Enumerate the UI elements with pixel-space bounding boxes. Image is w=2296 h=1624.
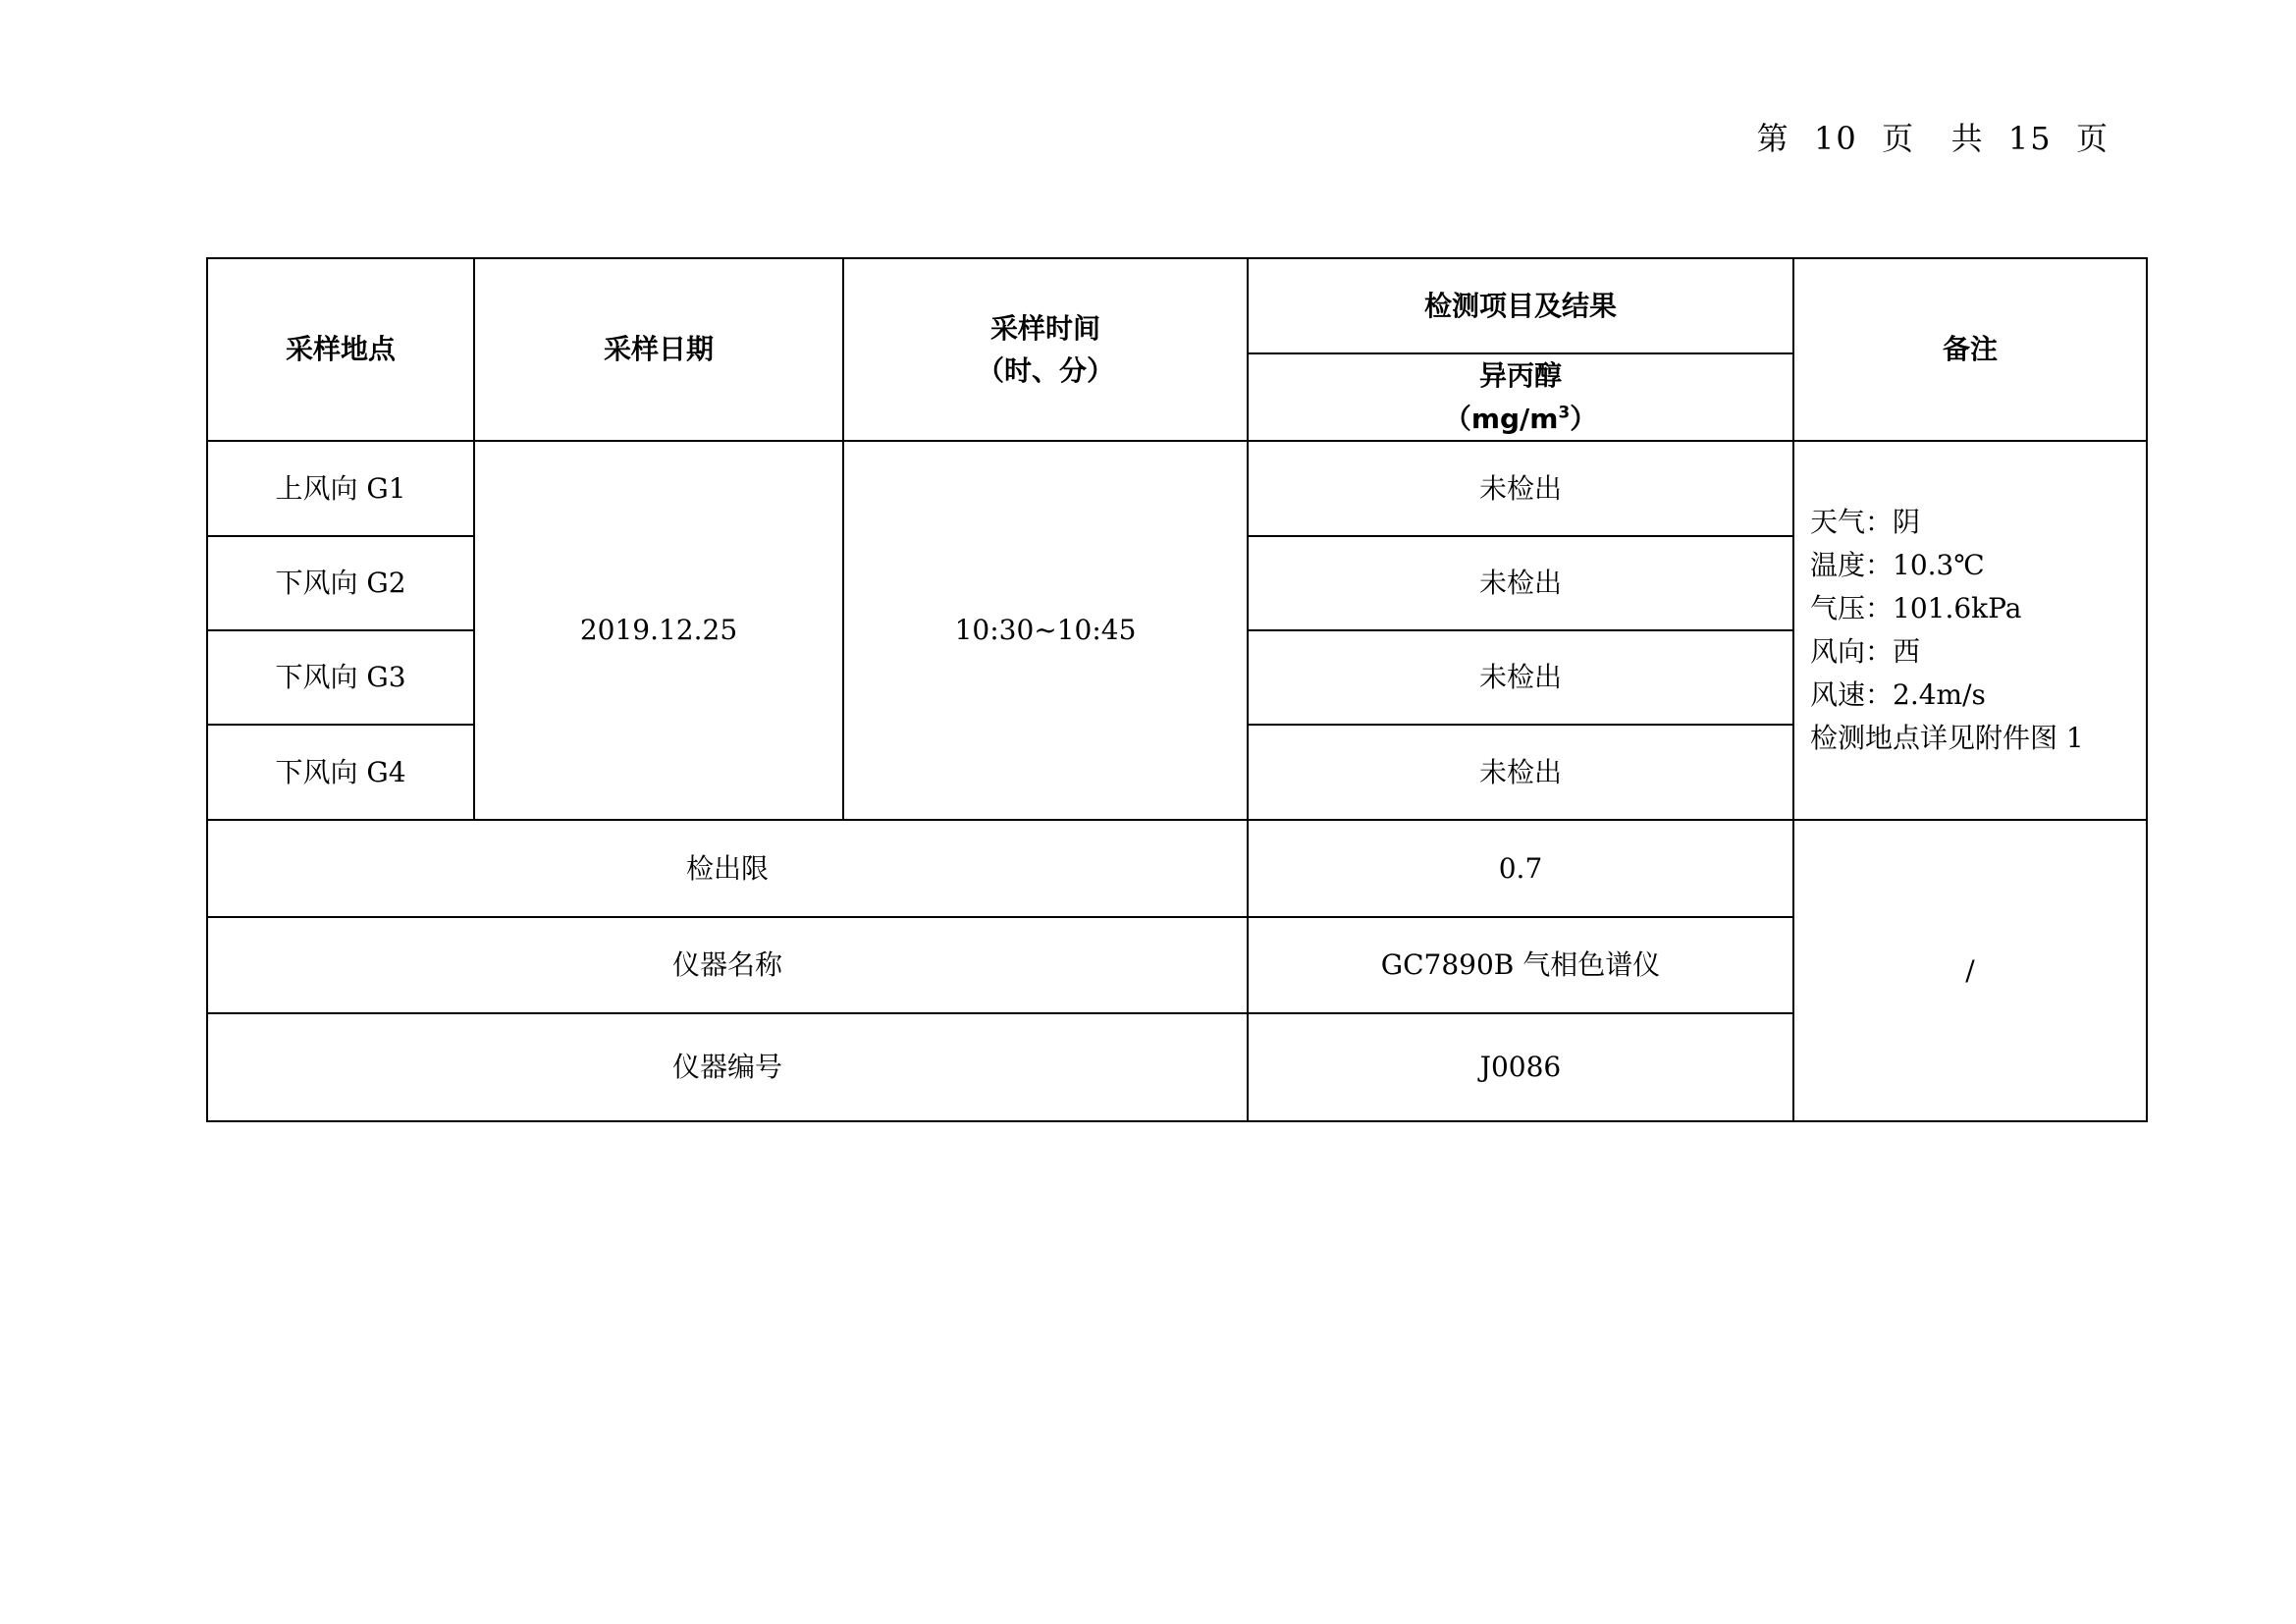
remarks-cell	[1793, 441, 2147, 820]
sampling-date-cell: 2019.12.25	[474, 441, 843, 820]
header-items: 检测项目及结果	[1248, 258, 1793, 353]
remark-wind-speed: 风速：2.4m/s	[1810, 677, 1986, 711]
instrument-name-label: 仪器名称	[207, 917, 1248, 1013]
header-item-isopropanol	[1248, 353, 1793, 441]
header-time-unit: （时、分）	[976, 354, 1114, 387]
location-cell: 下风向 G2	[207, 536, 474, 630]
location-cell: 下风向 G3	[207, 630, 474, 725]
footer-remarks-cell: /	[1793, 820, 2147, 1121]
result-cell: 未检出	[1248, 536, 1793, 630]
location-cell: 下风向 G4	[207, 725, 474, 820]
header-time	[843, 258, 1248, 441]
header-location: 采样地点	[207, 258, 474, 441]
sampling-time-cell: 10:30~10:45	[843, 441, 1248, 820]
instrument-name-value: GC7890B 气相色谱仪	[1248, 917, 1793, 1013]
remark-wind-direction: 风向：西	[1810, 635, 1921, 668]
instrument-id-value: J0086	[1248, 1013, 1793, 1121]
result-cell: 未检出	[1248, 725, 1793, 820]
remark-temperature: 温度：10.3℃	[1810, 549, 1985, 582]
header-date: 采样日期	[474, 258, 843, 441]
item-unit: $(mg/m^3)$	[1443, 402, 1598, 435]
results-table	[206, 257, 2148, 1122]
header-time-title: 采样时间	[989, 311, 1100, 345]
header-remarks: 备注	[1793, 258, 2147, 441]
remark-pressure: 气压：101.6kPa	[1810, 592, 2022, 625]
detection-limit-label: 检出限	[207, 820, 1248, 917]
detection-limit-value: 0.7	[1248, 820, 1793, 917]
page-number: 第 10 页 共 15 页	[1756, 120, 2109, 157]
location-cell: 上风向 G1	[207, 441, 474, 536]
result-cell: 未检出	[1248, 630, 1793, 725]
remark-location-note: 检测地点详见附件图 1	[1810, 721, 2084, 754]
item-name: 异丙醇	[1478, 359, 1562, 393]
result-cell: 未检出	[1248, 441, 1793, 536]
instrument-id-label: 仪器编号	[207, 1013, 1248, 1121]
remark-weather: 天气：阴	[1810, 506, 1921, 539]
